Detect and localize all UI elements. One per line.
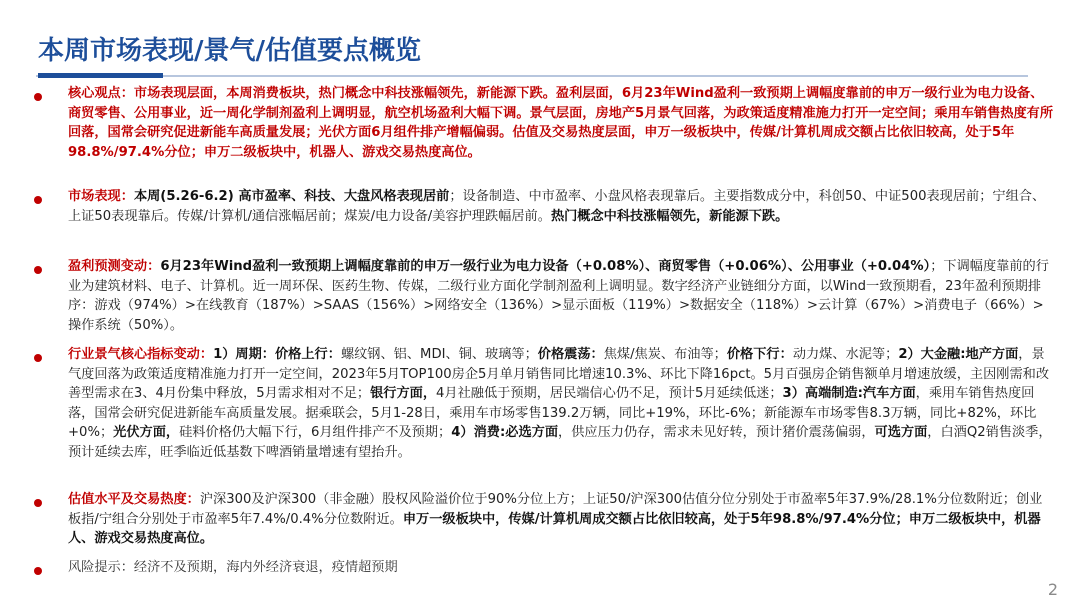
industry-cycle-flat: 价格震荡： xyxy=(537,347,604,362)
industry-cycle-down: 价格下行： xyxy=(726,347,793,362)
bullet-industry xyxy=(34,354,42,362)
industry-consumer-optional-detail: ，白酒Q2销售淡季，预计延续去库，旺季临近低基数下啤酒销量增速有望抬升。 xyxy=(68,425,1052,460)
bullet-valuation xyxy=(34,499,42,507)
valuation-highlight: 申万一级板块中，传媒/计算机周成交额占比依旧较高，处于5年98.8%/97.4%分位；申万二级板块中，机器人、游戏交易热度高位。 xyxy=(68,511,1041,547)
industry-cycle-down-items: 动力煤、水泥等； xyxy=(792,347,899,362)
page-number: 2 xyxy=(1047,580,1058,599)
bullet-market xyxy=(34,196,42,204)
page-title: 本周市场表现/景气/估值要点概览 xyxy=(38,36,421,66)
industry-manufacturing-auto: 3）高端制造:汽车方面 xyxy=(782,386,916,402)
market-label: 市场表现： xyxy=(68,189,134,204)
industry-manufacturing-pv: 光伏方面， xyxy=(113,425,180,441)
bullet-risk xyxy=(34,567,42,575)
core-view-paragraph xyxy=(68,84,1054,162)
profit-highlight: 6月23年Wind盈利一致预期上调幅度靠前的申万一级行业为电力设备（+0.08%）、商贸零售（+0.06%）、公用事业（+0.04%） xyxy=(160,259,931,274)
market-detail: ；设备制造、中市盈率、小盘风格表现靠后。主要指数成分中，科创50、中证500表现居前；宁组合、上证50表现靠后。传媒/计算机/通信涨幅居前；煤炭/电力设备/美容护理跌幅居前。 xyxy=(68,189,1046,224)
title-divider xyxy=(36,75,1028,77)
market-paragraph xyxy=(68,187,1054,226)
industry-manufacturing-auto-detail: ，乘用车销售热度回落，国常会研究促进新能车高质量发展。据乘联会，5月1-28日，乘用车市场零售139.2万辆，同比+19%，环比-6%；新能源车市场零售8.3万辆，同比+82%，环比+0%； xyxy=(68,386,1037,441)
valuation-detail: 沪深300及沪深300（非金融）股权风险溢价位于90%分位上方；上证50/沪深300估值分位分别处于市盈率5年37.9%/28.1%分位数附近；创业板指/宁组合分别处于市盈率5年7.4%/0.4%分位数附近。 xyxy=(68,492,1043,527)
core-view-text: 核心观点：市场表现层面，本周消费板块，热门概念中科技涨幅领先，新能源下跌。盈利层面，6月23年Wind盈利一致预期上调幅度靠前的申万一级行业为电力设备、商贸零售、公用事业，近一周化学制剂盈利上调明显，航空机场盈利大幅下调。景气层面，房地产5月景气回落，为政策适度精准施力打开一定空间；乘用车销售热度有所回落，国常会研究促进新能车高质量发展；光伏方面6月组件排产增幅偏弱。估值及交易热度层面，申万一级板块中，传媒/计算机周成交额占比依旧较高，处于5年98.8%/97.4%分位；申万二级板块中，机器人、游戏交易热度高位。 xyxy=(68,86,1054,160)
profit-label: 盈利预测变动： xyxy=(68,259,161,274)
industry-finance-bank-detail: 4月社融低于预期，居民端信心仍不足，预计5月延续低迷； xyxy=(436,386,783,402)
title-accent-bar xyxy=(38,73,163,78)
profit-detail: ；下调幅度靠前的行业为建筑材料、电子、计算机。近一周环保、医药生物、传媒，二级行业方面化学制剂盈利上调明显。数字经济产业链细分方面，以Wind一致预期看，23年盈利预期排序：游戏（974%）>在线教育（187%）>SAAS（156%）>网络安全（136%）>显示面板（119%）>数据安全（118%）>云计算（67%）>消费电子（66%）>操作系统（50%）。 xyxy=(68,259,1049,333)
industry-finance-property-detail: ，景气度回落为政策适度精准施力打开一定空间，2023年5月TOP100房企5月单月销售同比增速10.3%、环比下降16pct。5月百强房企销售额单月增速放缓，主因刚需和改善型需求在3、4月份集中释放，5月需求相对不足； xyxy=(68,347,1050,402)
industry-manufacturing-pv-detail: 硅料价格仍大幅下行，6月组件排产不及预期； xyxy=(179,425,452,441)
industry-finance-bank: 银行方面， xyxy=(370,386,437,402)
industry-finance-property: 2）大金融:地产方面 xyxy=(898,347,1019,362)
industry-cycle-up: 1）周期：价格上行： xyxy=(213,347,341,362)
risk-text: 风险提示：经济不及预期，海内外经济衰退，疫情超预期 xyxy=(68,560,398,575)
profit-paragraph xyxy=(68,257,1054,335)
market-concept: 热门概念中科技涨幅领先，新能源下跌。 xyxy=(550,208,789,224)
bullet-profit xyxy=(34,266,42,274)
industry-cycle-flat-items: 焦煤/焦炭、布油等； xyxy=(603,347,727,362)
risk-paragraph xyxy=(68,558,1054,578)
industry-paragraph xyxy=(68,345,1054,463)
industry-cycle-up-items: 螺纹钢、铝、MDI、铜、玻璃等； xyxy=(340,347,538,362)
industry-consumer-essential-detail: ，供应压力仍存，需求未见好转，预计猪价震荡偏弱， xyxy=(558,425,875,441)
industry-consumer-optional: 可选方面 xyxy=(874,425,928,441)
industry-consumer-essential: 4）消费:必选方面 xyxy=(451,425,559,441)
market-highlight: 本周(5.26-6.2) 高市盈率、科技、大盘风格表现居前 xyxy=(133,189,450,204)
valuation-label: 估值水平及交易热度： xyxy=(68,492,200,507)
bullet-core xyxy=(34,93,42,101)
valuation-paragraph xyxy=(68,490,1054,549)
industry-label: 行业景气核心指标变动： xyxy=(68,347,214,362)
